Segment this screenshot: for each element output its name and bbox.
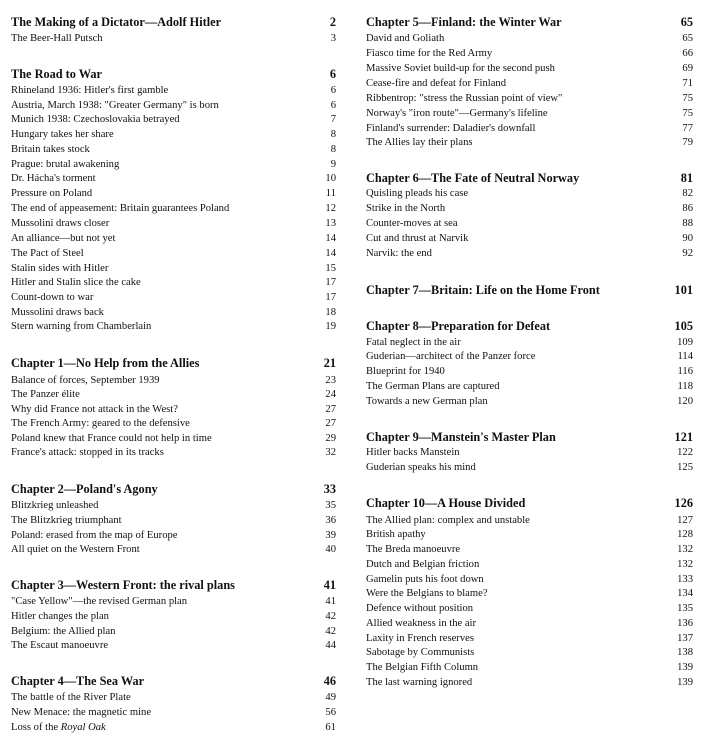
- entry-title: Guderian speaks his mind: [366, 462, 476, 473]
- entry-title: Gamelin puts his foot down: [366, 574, 484, 585]
- entry-title: The Escaut manoeuvre: [11, 640, 109, 651]
- entry-title: The Breda manoeuvre: [366, 544, 461, 555]
- entry-title: Defence without position: [366, 603, 474, 614]
- entry-title: Count-down to war: [11, 292, 94, 303]
- page-number: 77: [682, 123, 693, 134]
- toc-entry: [11, 594, 336, 609]
- entry-title: Mussolini draws closer: [11, 218, 110, 229]
- page-number: 126: [674, 496, 693, 510]
- toc-entry: [366, 349, 693, 364]
- toc-entry: [11, 624, 336, 639]
- page-number: 105: [674, 319, 693, 333]
- toc-entry: [366, 631, 693, 646]
- chapter-title: Chapter 7—Britain: Life on the Home Front: [366, 283, 600, 297]
- page-number: 139: [677, 662, 693, 673]
- page-number: 92: [682, 248, 693, 259]
- toc-entry: [11, 157, 336, 172]
- entry-title: Austria, March 1938: "Greater Germany" is born: [11, 100, 219, 111]
- page-number: 139: [677, 677, 693, 688]
- chapter-title: Chapter 1—No Help from the Allies: [11, 356, 200, 370]
- page-number: 116: [677, 366, 693, 377]
- page-number: 82: [682, 188, 693, 199]
- entry-title: Allied weakness in the air: [366, 618, 477, 629]
- page-number: 49: [325, 692, 336, 703]
- page-number: 120: [677, 396, 693, 407]
- page-number: 21: [323, 356, 336, 370]
- page-number: 6: [329, 67, 336, 81]
- entry-title: The Panzer élite: [11, 389, 80, 400]
- toc-entry: [11, 705, 336, 720]
- entry-title: Rhineland 1936: Hitler's first gamble: [11, 85, 169, 96]
- toc-chapter-heading: [11, 674, 336, 689]
- toc-entry: [11, 246, 336, 261]
- entry-title: Ribbentrop: "stress the Russian point of view": [366, 93, 563, 104]
- entry-title: Britain takes stock: [11, 144, 90, 155]
- page-number: 127: [677, 515, 693, 526]
- page-number: 14: [325, 248, 336, 259]
- entry-title: Were the Belgians to blame?: [366, 588, 488, 599]
- chapter-title: Chapter 2—Poland's Agony: [11, 482, 158, 496]
- entry-title: The Belgian Fifth Column: [366, 662, 479, 673]
- toc-entry: [366, 216, 693, 231]
- toc-chapter-heading: [11, 67, 336, 82]
- toc-entry: [366, 645, 693, 660]
- page-number: 32: [325, 447, 336, 458]
- entry-title: Towards a new German plan: [366, 396, 488, 407]
- toc-entry: [11, 416, 336, 431]
- entry-title: Poland knew that France could not help in time: [11, 433, 212, 444]
- toc-entry: [366, 246, 693, 261]
- toc-entry: [366, 31, 693, 46]
- page-number: 69: [682, 63, 693, 74]
- page-number: 132: [677, 559, 693, 570]
- entry-title: Dr. Hácha's torment: [11, 173, 96, 184]
- chapter-title: Chapter 6—The Fate of Neutral Norway: [366, 171, 580, 185]
- entry-title: Prague: brutal awakening: [11, 159, 120, 170]
- entry-title: Pressure on Poland: [11, 188, 93, 199]
- toc-entry: [366, 61, 693, 76]
- entry-title: Dutch and Belgian friction: [366, 559, 480, 570]
- entry-title: Finland's surrender: Daladier's downfall: [366, 123, 536, 134]
- toc-entry: [11, 445, 336, 460]
- toc-entry: [11, 231, 336, 246]
- entry-title: The Beer-Hall Putsch: [11, 33, 103, 44]
- toc-entry: [366, 106, 693, 121]
- toc-chapter-heading: [366, 496, 693, 511]
- toc-entry: [11, 261, 336, 276]
- toc-entry: [11, 290, 336, 305]
- page-number: 23: [325, 375, 336, 386]
- page-number: 42: [325, 626, 336, 637]
- toc-entry: [366, 135, 693, 150]
- page-number: 41: [323, 578, 336, 592]
- page-number: 71: [682, 78, 693, 89]
- entry-title: "Case Yellow"—the revised German plan: [11, 596, 188, 607]
- page-number: 65: [680, 15, 693, 29]
- toc-chapter-heading: [366, 171, 693, 186]
- page-number: 122: [677, 447, 693, 458]
- toc-entry: [366, 616, 693, 631]
- page-number: 75: [682, 93, 693, 104]
- toc-entry: [11, 402, 336, 417]
- entry-title: Loss of the Royal Oak: [11, 722, 106, 733]
- toc-entry: [11, 690, 336, 705]
- entry-title: Mussolini draws back: [11, 307, 104, 318]
- toc-entry: [11, 373, 336, 388]
- entry-title: All quiet on the Western Front: [11, 544, 140, 555]
- toc-entry: [11, 431, 336, 446]
- entry-title: Laxity in French reserves: [366, 633, 474, 644]
- page-number: 56: [325, 707, 336, 718]
- chapter-title: Chapter 3—Western Front: the rival plans: [11, 578, 235, 592]
- page-number: 81: [680, 171, 693, 185]
- entry-title: Balance of forces, September 1939: [11, 375, 160, 386]
- toc-entry: [366, 394, 693, 409]
- chapter-title: Chapter 9—Manstein's Master Plan: [366, 430, 556, 444]
- page-number: 35: [325, 500, 336, 511]
- toc-entry: [366, 445, 693, 460]
- toc-entry: [11, 186, 336, 201]
- toc-entry: [11, 112, 336, 127]
- page-number: 132: [677, 544, 693, 555]
- toc-entry: [11, 305, 336, 320]
- entry-title: Fiasco time for the Red Army: [366, 48, 493, 59]
- entry-title: Sabotage by Communists: [366, 647, 475, 658]
- page-number: 10: [325, 173, 336, 184]
- toc-entry: [11, 528, 336, 543]
- entry-title: Counter-moves at sea: [366, 218, 458, 229]
- page-number: 41: [325, 596, 336, 607]
- toc-entry: [366, 557, 693, 572]
- entry-title: The Pact of Steel: [11, 248, 84, 259]
- entry-title: Stalin sides with Hitler: [11, 263, 109, 274]
- toc-entry: [366, 46, 693, 61]
- page-number: 9: [330, 159, 336, 170]
- entry-title: Hungary takes her share: [11, 129, 114, 140]
- page-number: 3: [330, 33, 336, 44]
- entry-title: France's attack: stopped in its tracks: [11, 447, 164, 458]
- chapter-title: Chapter 10—A House Divided: [366, 496, 526, 510]
- entry-title: Stern warning from Chamberlain: [11, 321, 152, 332]
- page-number: 135: [677, 603, 693, 614]
- page-number: 14: [325, 233, 336, 244]
- page-number: 11: [325, 188, 336, 199]
- toc-entry: [11, 201, 336, 216]
- page-number: 8: [330, 129, 336, 140]
- toc-entry: [366, 542, 693, 557]
- page-number: 36: [325, 515, 336, 526]
- toc-entry: [11, 513, 336, 528]
- chapter-title: Chapter 5—Finland: the Winter War: [366, 15, 562, 29]
- toc-entry: [11, 609, 336, 624]
- page-number: 125: [677, 462, 693, 473]
- page-number: 8: [330, 144, 336, 155]
- entry-title: Hitler backs Manstein: [366, 447, 460, 458]
- toc-entry: [366, 364, 693, 379]
- page-number: 134: [677, 588, 693, 599]
- entry-title: Guderian—architect of the Panzer force: [366, 351, 536, 362]
- entry-title: The end of appeasement: Britain guarantees Poland: [11, 203, 230, 214]
- entry-title: The French Army: geared to the defensive: [11, 418, 190, 429]
- entry-title: Belgium: the Allied plan: [11, 626, 116, 637]
- page-number: 19: [325, 321, 336, 332]
- toc-entry: [11, 498, 336, 513]
- page-number: 133: [677, 574, 693, 585]
- entry-title: The Allies lay their plans: [366, 137, 473, 148]
- toc-chapter-heading: [366, 283, 693, 298]
- toc-entry: [11, 387, 336, 402]
- entry-title: Why did France not attack in the West?: [11, 404, 178, 415]
- entry-title: Hitler and Stalin slice the cake: [11, 277, 141, 288]
- page-number: 86: [682, 203, 693, 214]
- page-number: 79: [682, 137, 693, 148]
- page-number: 6: [330, 100, 336, 111]
- entry-title: Strike in the North: [366, 203, 446, 214]
- toc-entry: [11, 275, 336, 290]
- toc-entry: [366, 660, 693, 675]
- page-number: 33: [323, 482, 336, 496]
- page-number: 118: [677, 381, 693, 392]
- toc-entry: [366, 601, 693, 616]
- page-number: 24: [325, 389, 336, 400]
- page-number: 7: [330, 114, 336, 125]
- page-number: 61: [325, 722, 336, 733]
- page-number: 128: [677, 529, 693, 540]
- entry-title: Cease-fire and defeat for Finland: [366, 78, 507, 89]
- page-number: 29: [325, 433, 336, 444]
- page-number: 121: [674, 430, 693, 444]
- toc-entry: [11, 216, 336, 231]
- toc-entry: [366, 513, 693, 528]
- toc-entry: [366, 335, 693, 350]
- page-number: 44: [325, 640, 336, 651]
- entry-title: British apathy: [366, 529, 426, 540]
- toc-entry: [366, 231, 693, 246]
- toc-entry: [366, 379, 693, 394]
- page-number: 40: [325, 544, 336, 555]
- entry-title: The Blitzkrieg triumphant: [11, 515, 122, 526]
- entry-title: Hitler changes the plan: [11, 611, 109, 622]
- entry-title: Norway's "iron route"—Germany's lifeline: [366, 108, 548, 119]
- page-number: 137: [677, 633, 693, 644]
- entry-title: Fatal neglect in the air: [366, 337, 461, 348]
- entry-title: The battle of the River Plate: [11, 692, 131, 703]
- toc-entry: [11, 319, 336, 334]
- toc-chapter-heading: [11, 356, 336, 371]
- chapter-title: The Making of a Dictator—Adolf Hitler: [11, 15, 222, 29]
- page-number: 138: [677, 647, 693, 658]
- page-number: 39: [325, 530, 336, 541]
- entry-title: Poland: erased from the map of Europe: [11, 530, 178, 541]
- chapter-title: Chapter 8—Preparation for Defeat: [366, 319, 551, 333]
- chapter-title: Chapter 4—The Sea War: [11, 674, 145, 688]
- entry-title: Quisling pleads his case: [366, 188, 469, 199]
- toc-chapter-heading: [366, 15, 693, 30]
- toc-entry: [366, 201, 693, 216]
- page-number: 17: [325, 277, 336, 288]
- toc-entry: [366, 121, 693, 136]
- toc-entry: [11, 638, 336, 653]
- entry-title: Munich 1938: Czechoslovakia betrayed: [11, 114, 180, 125]
- page-number: 6: [330, 85, 336, 96]
- page-number: 17: [325, 292, 336, 303]
- toc-entry: [366, 527, 693, 542]
- toc-chapter-heading: [366, 430, 693, 445]
- entry-title: The German Plans are captured: [366, 381, 500, 392]
- entry-title: David and Goliath: [366, 33, 445, 44]
- toc-entry: [11, 542, 336, 557]
- toc-entry: [366, 186, 693, 201]
- toc-entry: [366, 572, 693, 587]
- page-number: 18: [325, 307, 336, 318]
- toc-entry: [11, 720, 336, 735]
- entry-title: The Allied plan: complex and unstable: [366, 515, 530, 526]
- page-number: 90: [682, 233, 693, 244]
- toc-entry: [366, 675, 693, 690]
- page-number: 109: [677, 337, 693, 348]
- toc-chapter-heading: [11, 482, 336, 497]
- toc-entry: [11, 98, 336, 113]
- entry-title: Narvik: the end: [366, 248, 432, 259]
- page-number: 101: [674, 283, 693, 297]
- toc-chapter-heading: [11, 578, 336, 593]
- chapter-title: The Road to War: [11, 67, 102, 81]
- toc-entry: [11, 31, 336, 46]
- page-number: 88: [682, 218, 693, 229]
- toc-chapter-heading: [366, 319, 693, 334]
- page-number: 136: [677, 618, 693, 629]
- entry-title: An alliance—but not yet: [11, 233, 116, 244]
- toc-entry: [11, 142, 336, 157]
- page-number: 42: [325, 611, 336, 622]
- page-number: 66: [682, 48, 693, 59]
- toc-entry: [366, 76, 693, 91]
- toc-entry: [11, 127, 336, 142]
- entry-title: Massive Soviet build-up for the second push: [366, 63, 555, 74]
- page-number: 75: [682, 108, 693, 119]
- page-number: 27: [325, 418, 336, 429]
- page-number: 12: [325, 203, 336, 214]
- page-number: 2: [329, 15, 336, 29]
- page-number: 15: [325, 263, 336, 274]
- page-number: 65: [682, 33, 693, 44]
- entry-title: Blueprint for 1940: [366, 366, 445, 377]
- page-number: 114: [677, 351, 693, 362]
- toc-chapter-heading: [11, 15, 336, 30]
- toc-entry: [11, 83, 336, 98]
- entry-title: New Menace: the magnetic mine: [11, 707, 152, 718]
- entry-title: Blitzkrieg unleashed: [11, 500, 99, 511]
- toc-entry: [366, 91, 693, 106]
- page-number: 46: [323, 674, 336, 688]
- entry-title: Cut and thrust at Narvik: [366, 233, 469, 244]
- page-number: 13: [325, 218, 336, 229]
- page-number: 27: [325, 404, 336, 415]
- toc-entry: [366, 586, 693, 601]
- entry-title: The last warning ignored: [366, 677, 473, 688]
- toc-entry: [11, 171, 336, 186]
- toc-entry: [366, 460, 693, 475]
